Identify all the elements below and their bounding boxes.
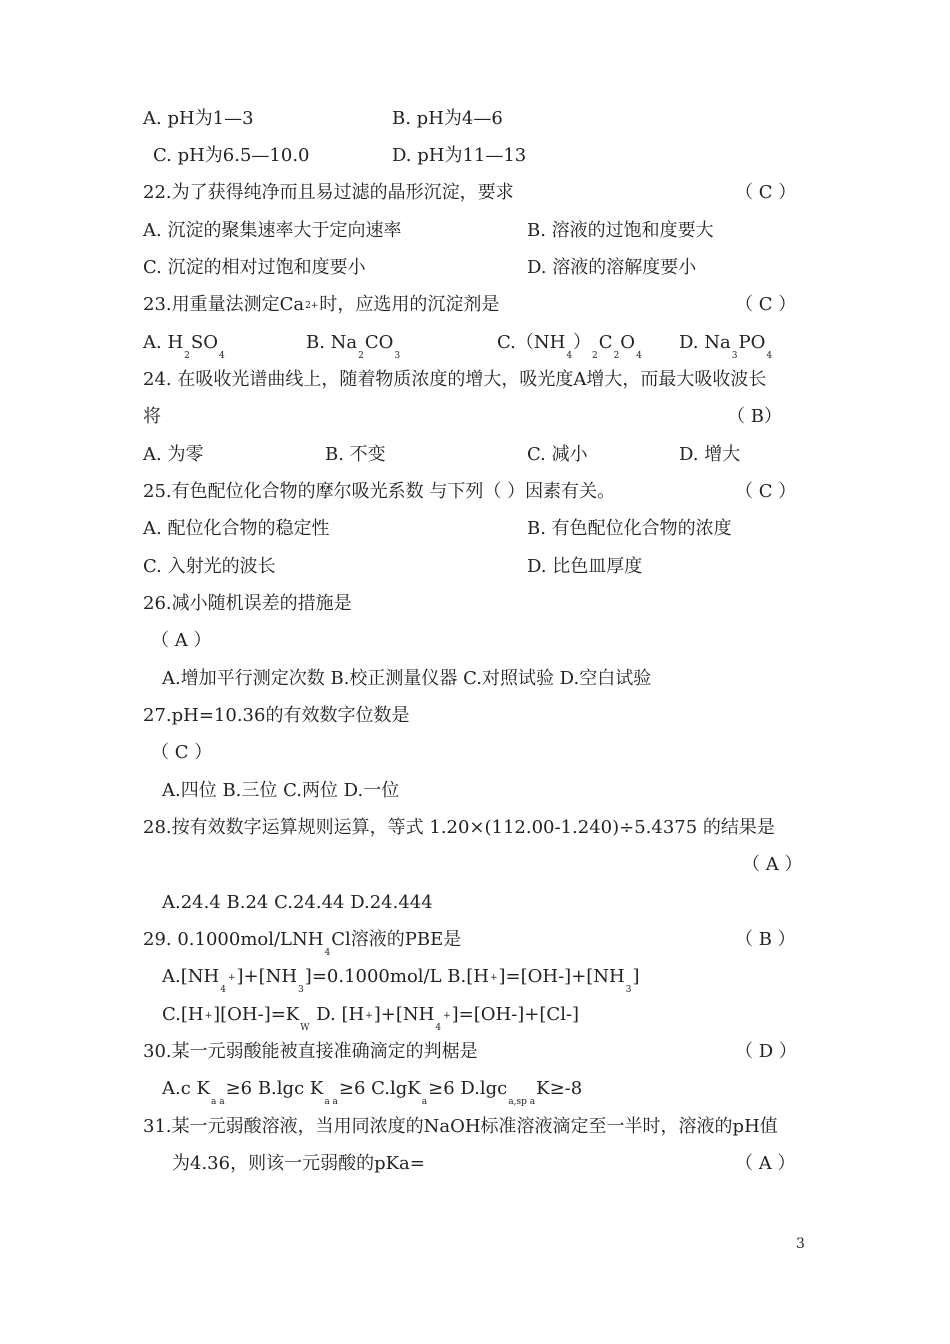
- q21-option-a: A. pH为1—3: [143, 108, 254, 129]
- q23-option-a: A. $H_2SO_4$: [143, 332, 225, 361]
- q28-stem: 28.按有效数字运算规则运算，等式 1.20×(112.00-1.240)÷5.4375 的结果是: [143, 817, 775, 838]
- q26-options: A.增加平行测定次数 B.校正测量仪器 C.对照试验 D.空白试验: [162, 668, 652, 689]
- q24-answer: （ B）: [727, 406, 782, 427]
- q24-option-b: B. 不变: [325, 444, 386, 465]
- q22-option-d: D. 溶液的溶解度要小: [527, 257, 697, 278]
- q24-option-d: D. 增大: [679, 444, 741, 465]
- q25-option-a: A. 配位化合物的稳定性: [143, 518, 330, 539]
- q28-options: A.24.4 B.24 C.24.44 D.24.444: [162, 892, 433, 913]
- q23-option-c: $C.(NH_4)_2C_2O_4$: [497, 332, 642, 361]
- q25-option-d: D. 比色皿厚度: [527, 556, 643, 577]
- q26-answer: （ A ）: [151, 630, 212, 651]
- q21-option-c: C. pH为6.5—10.0: [153, 145, 310, 166]
- q22-option-a: A. 沉淀的聚集速率大于定向速率: [143, 220, 402, 241]
- q27-options: A.四位 B.三位 C.两位 D.一位: [162, 780, 400, 801]
- q31-answer: （ A ）: [735, 1153, 796, 1174]
- q30-answer: （ D ）: [735, 1041, 797, 1062]
- q30-stem: 30.某一元弱酸能被直接准确滴定的判椐是: [143, 1041, 478, 1062]
- q24-stem-line2: 将: [143, 406, 161, 427]
- q25-stem: 25.有色配位化合物的摩尔吸光系数 与下列（ ）因素有关。: [143, 481, 616, 502]
- q29-answer: （ B ）: [735, 929, 796, 950]
- q27-answer: （ C ）: [151, 742, 213, 763]
- page-number: 3: [796, 1236, 805, 1252]
- q25-answer: （ C ）: [735, 481, 797, 502]
- q24-option-a: A. 为零: [143, 444, 204, 465]
- q27-stem: 27.pH=10.36的有效数字位数是: [143, 705, 410, 726]
- q26-stem: 26.减小随机误差的措施是: [143, 593, 352, 614]
- q31-stem-line1: 31.某一元弱酸溶液，当用同浓度的NaOH标准溶液滴定至一半时，溶液的pH值: [143, 1116, 778, 1137]
- q28-answer: （ A ）: [742, 854, 803, 875]
- q22-option-b: B. 溶液的过饱和度要大: [527, 220, 714, 241]
- q24-option-c: C. 减小: [527, 444, 588, 465]
- q31-stem-line2: 为4.36，则该一元弱酸的pKa=: [172, 1153, 425, 1174]
- q29-options-line2: $C.[H+][OH-]=K_W$ D. $[H+]+[NH_4+]=[OH-]+[Cl-]$: [162, 1004, 580, 1033]
- q29-options-line1: $A.[NH_4+]+[NH_3]=0.1000mol/L$ $B.[H+]=[OH-]+[NH_3]$: [162, 966, 640, 995]
- q23-stem: 23.用重量法测定Ca2+时，应选用的沉淀剂是: [143, 294, 500, 315]
- q25-option-b: B. 有色配位化合物的浓度: [527, 518, 732, 539]
- q21-option-d: D. pH为11—13: [392, 145, 527, 166]
- q23-answer: （ C ）: [735, 294, 797, 315]
- q21-option-b: B. pH为4—6: [392, 108, 503, 129]
- q24-stem-line1: 24. 在吸收光谱曲线上，随着物质浓度的增大，吸光度A增大，而最大吸收波长: [143, 369, 767, 390]
- q30-options: A.c $K_{a a}\ge 6$ B.lgc $K_{a a}\ge 6$ C.lgK$_a$≥6 D.lgc$_{a,sp a}$K≥-8: [162, 1078, 583, 1107]
- q29-stem: 29. $0.1000mol/LNH_4Cl$溶液的PBE是: [143, 929, 462, 958]
- q22-option-c: C. 沉淀的相对过饱和度要小: [143, 257, 366, 278]
- q22-stem: 22.为了获得纯净而且易过滤的晶形沉淀，要求: [143, 182, 514, 203]
- q23-option-d: D. $Na_3PO_4$: [679, 332, 773, 361]
- q23-option-b: B. $Na_2CO_3$: [306, 332, 401, 361]
- q22-answer: （ C ）: [735, 182, 797, 203]
- q25-option-c: C. 入射光的波长: [143, 556, 276, 577]
